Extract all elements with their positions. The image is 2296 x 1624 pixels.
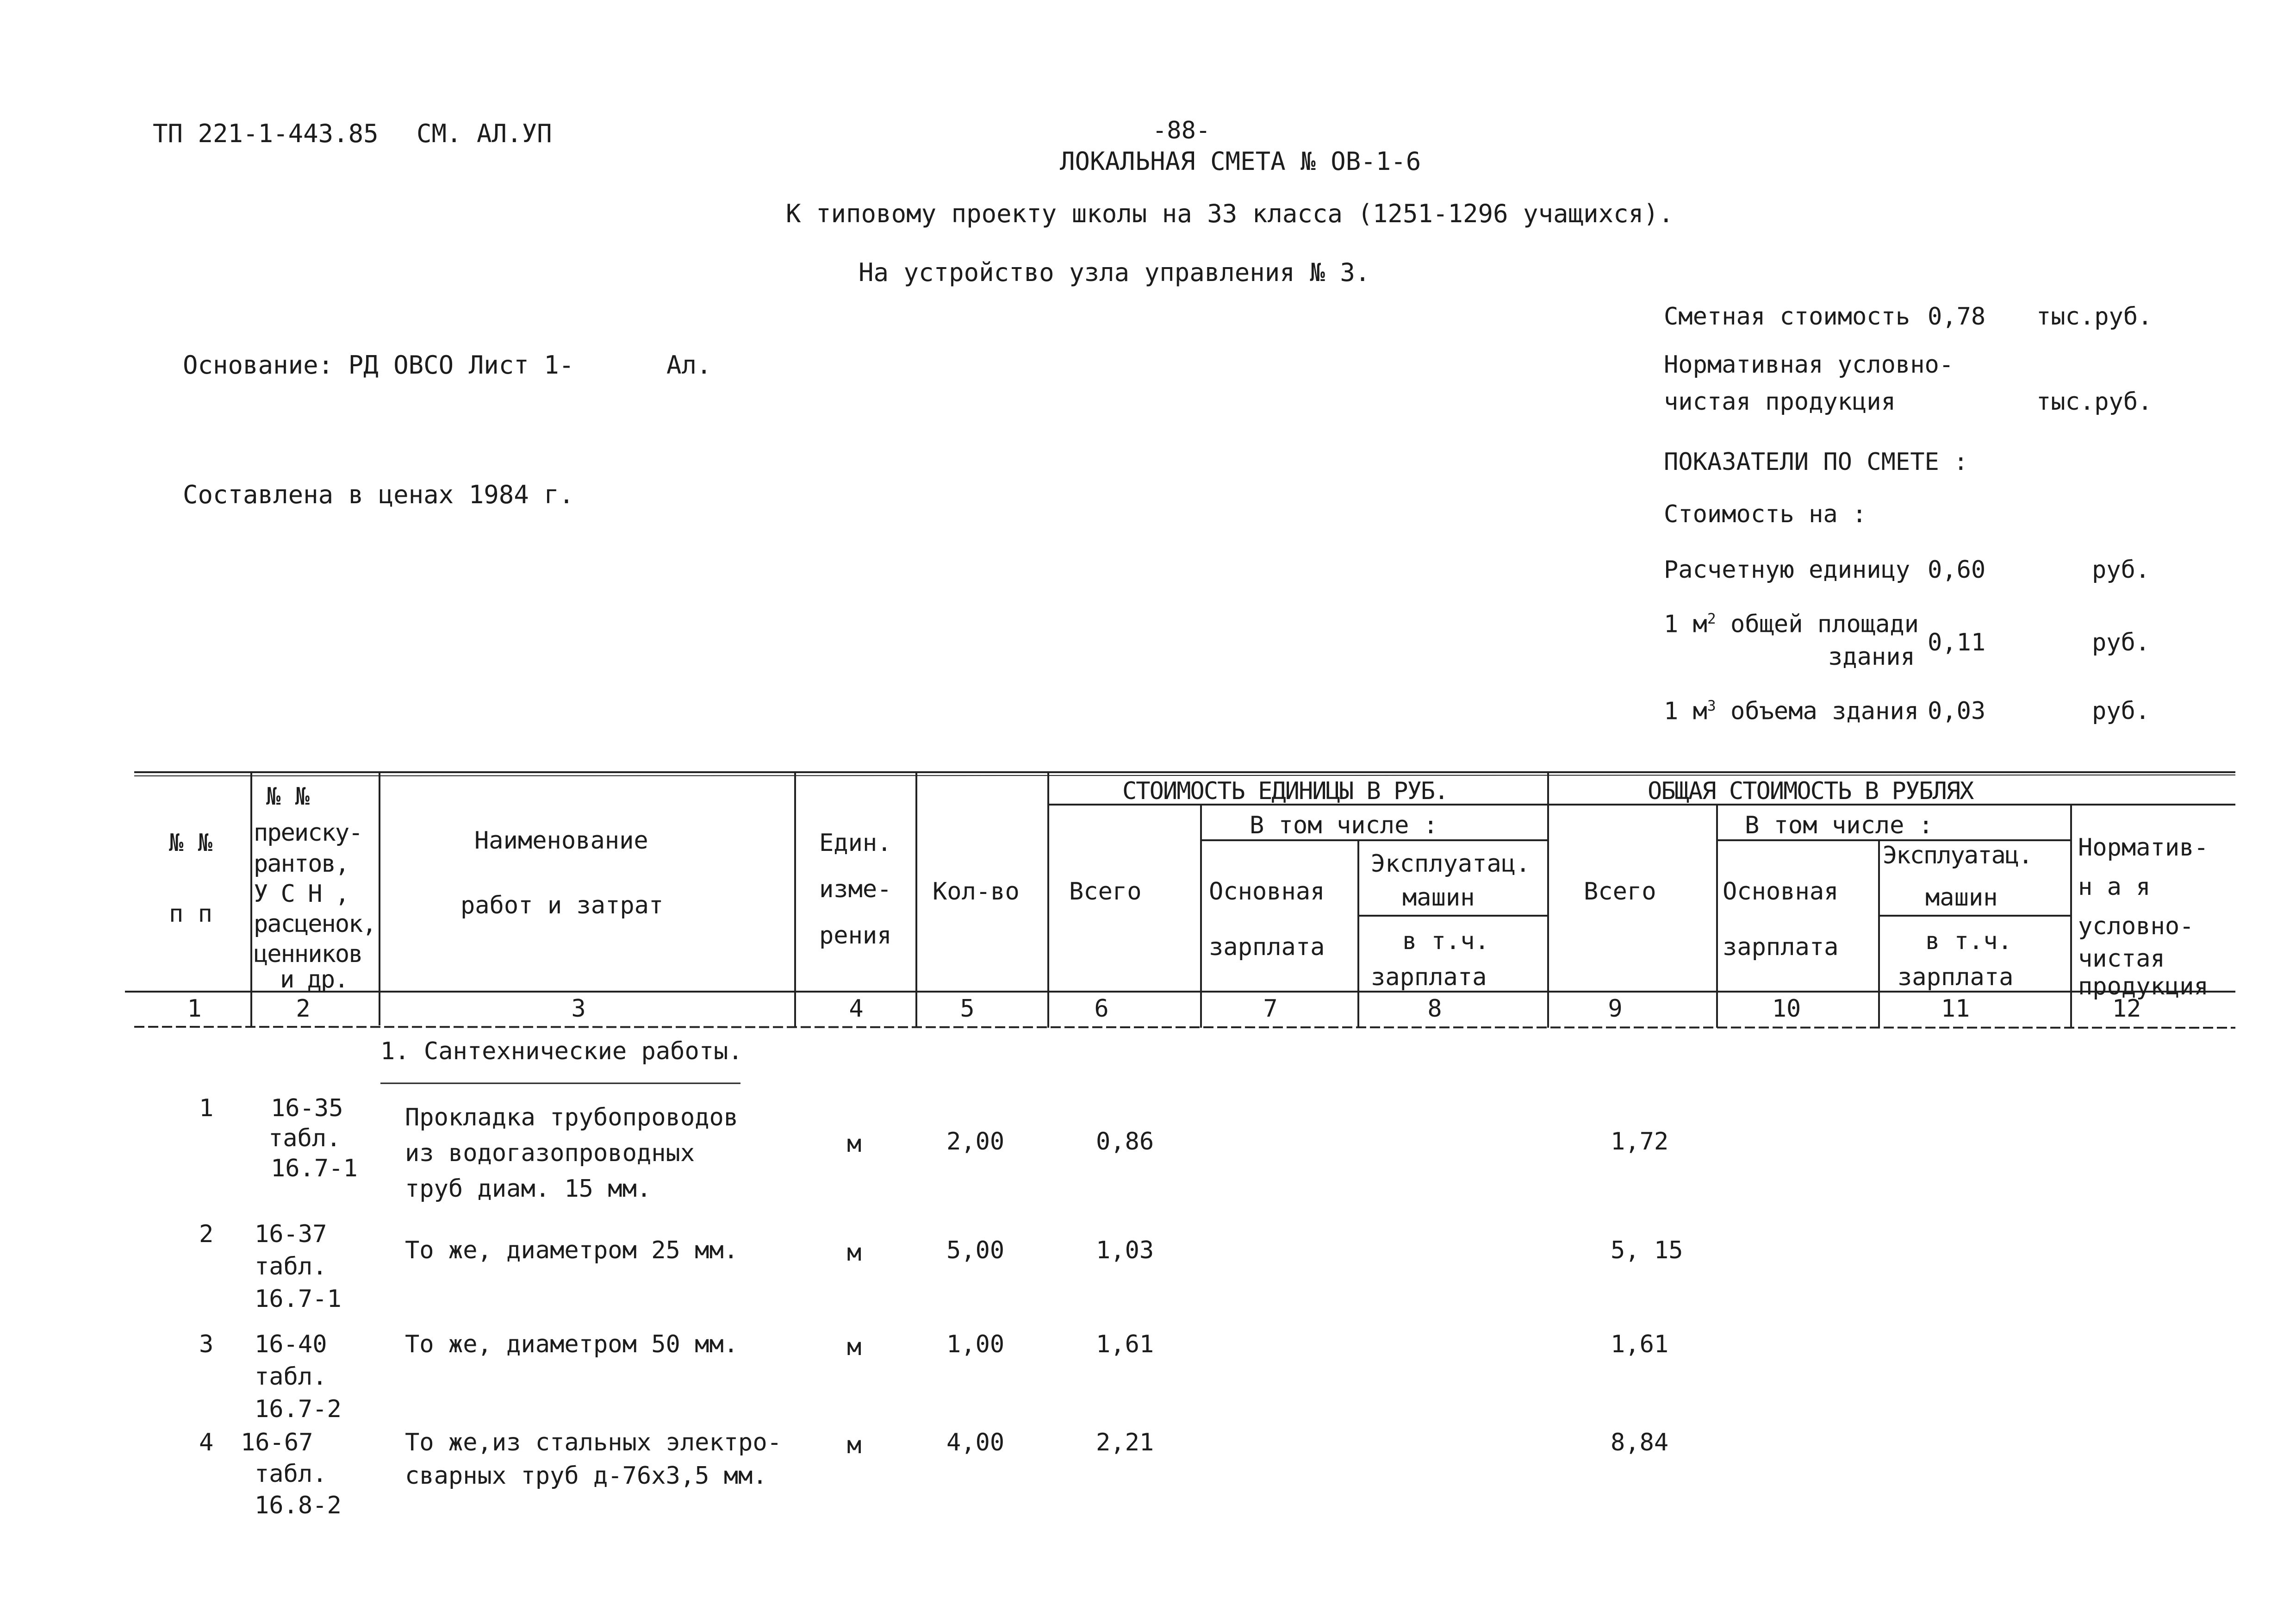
col-header-normative-line4: чистая — [2078, 945, 2165, 973]
col-number-12: 12 — [2112, 995, 2141, 1023]
row-1-total: 1,72 — [1611, 1128, 1669, 1156]
row-1-name-line2: из водогазопроводных — [405, 1139, 695, 1167]
row-1-code-line3: 16.7-1 — [271, 1155, 358, 1182]
col-header-total-mach-line4: зарплата — [1898, 963, 2014, 991]
col-number-8: 8 — [1427, 995, 1442, 1023]
col-number-1: 1 — [187, 995, 202, 1023]
col-header-normative-line3: условно- — [2078, 912, 2194, 940]
document-title: ЛОКАЛЬНАЯ СМЕТА № ОВ-1-6 — [1060, 147, 1421, 176]
col-header-unit-basic-line2: зарплата — [1209, 933, 1325, 961]
col-header-unit-line3: рения — [819, 922, 892, 949]
row-3-number: 3 — [199, 1330, 214, 1358]
basis-suffix: Ал. — [666, 350, 712, 380]
row-2-code-line2: табл. — [255, 1253, 327, 1280]
row-4-qty: 4,00 — [946, 1429, 1005, 1456]
row-2-name-line1: То же, диаметром 25 мм. — [405, 1237, 739, 1264]
col-header-name-line1: Наименование — [474, 827, 648, 855]
col-number-11: 11 — [1941, 995, 1970, 1023]
basis-label: Основание: РД ОВСО Лист 1- — [183, 350, 574, 380]
prices-note: Составлена в ценах 1984 г. — [183, 480, 574, 509]
page-number: -88- — [1152, 117, 1211, 144]
col-header-normative-line2: н а я — [2078, 873, 2151, 901]
per-area-label-building: здания — [1828, 643, 1915, 671]
row-4-unit-price: 2,21 — [1096, 1429, 1154, 1456]
row-1-name-line3: труб диам. 15 мм. — [405, 1175, 652, 1203]
col-header-price-line1: № № — [266, 783, 310, 811]
row-4-number: 4 — [199, 1429, 214, 1456]
row-3-unit-price: 1,61 — [1096, 1330, 1154, 1358]
per-volume-label: 1 $м^3$ объема здания — [1664, 697, 1919, 725]
document-subtitle: К типовому проекту школы на 33 класса (1251-1296 учащихся). — [786, 199, 1674, 228]
row-4-code-line2: табл. — [255, 1460, 327, 1488]
per-volume-value: 0,03 — [1928, 697, 1986, 725]
per-unit-value: 0,60 — [1928, 556, 1986, 584]
row-3-total: 1,61 — [1611, 1330, 1669, 1358]
row-4-code-line3: 16.8-2 — [255, 1492, 342, 1519]
row-3-code-line1: 16-40 — [255, 1330, 327, 1358]
row-1-name-line1: Прокладка трубопроводов — [405, 1104, 739, 1131]
estimated-cost-unit: тыс.руб. — [2036, 303, 2153, 331]
col-header-unit-line1: Един. — [819, 829, 892, 857]
col-number-9: 9 — [1608, 995, 1623, 1023]
col-header-total-basic-line1: Основная — [1723, 878, 1839, 906]
estimated-cost-value: 0,78 — [1928, 303, 1986, 331]
col-header-unit-cost-group: СТОИМОСТЬ ЕДИНИЦЫ В РУБ. — [1122, 777, 1448, 805]
row-2-unit: м — [847, 1239, 862, 1267]
row-4-name-line2: сварных труб д-76х3,5 мм. — [405, 1462, 767, 1490]
col-header-nn-line2: п п — [169, 900, 212, 928]
normative-unit: тыс.руб. — [2036, 388, 2153, 416]
document-purpose: На устройство узла управления № 3. — [859, 258, 1370, 287]
col-header-price-line6: ценников — [254, 940, 362, 968]
per-area-label: 1 $м^2$ общей площади — [1664, 610, 1919, 638]
per-unit-label: Расчетную единицу — [1664, 556, 1910, 584]
col-header-unit-mach-line2: машин — [1402, 884, 1475, 912]
section-title: 1. Сантехнические работы. — [380, 1037, 743, 1065]
col-header-price-line3: рантов, — [254, 850, 349, 878]
normative-label-line1: Нормативная условно- — [1664, 351, 1954, 379]
per-area-value: 0,11 — [1928, 629, 1986, 656]
col-header-price-line5: расценок, — [254, 910, 376, 938]
col-number-10: 10 — [1772, 995, 1801, 1023]
row-3-code-line2: табл. — [255, 1363, 327, 1391]
col-header-name-line2: работ и затрат — [460, 892, 664, 919]
row-4-code-line1: 16-67 — [241, 1429, 313, 1456]
estimated-cost-label: Сметная стоимость — [1664, 303, 1910, 331]
col-header-unit-mach-line1: Эксплуатац. — [1371, 850, 1531, 878]
normative-label-line2: чистая продукция — [1664, 388, 1896, 416]
col-header-nn-line1: № № — [169, 829, 212, 857]
col-number-4: 4 — [849, 995, 864, 1023]
col-number-2: 2 — [296, 995, 311, 1023]
row-2-code-line3: 16.7-1 — [255, 1285, 342, 1313]
col-header-unit-line2: изме- — [819, 875, 892, 903]
col-header-unit-mach-line4: зарплата — [1371, 963, 1487, 991]
row-1-code-line1: 16-35 — [271, 1094, 343, 1122]
per-volume-unit: руб. — [2092, 697, 2150, 725]
row-4-name-line1: То же,из стальных электро- — [405, 1429, 782, 1456]
col-header-total-incl: В том числе : — [1745, 812, 1933, 839]
col-header-total-group: ОБЩАЯ СТОИМОСТЬ В РУБЛЯХ — [1648, 777, 1973, 805]
col-header-normative-line5: продукция — [2078, 973, 2209, 1000]
col-header-price-line2: преиску- — [254, 819, 362, 847]
row-3-name-line1: То же, диаметром 50 мм. — [405, 1330, 739, 1358]
col-header-total-basic-line2: зарплата — [1723, 933, 1839, 961]
col-header-total-all: Всего — [1584, 878, 1656, 906]
row-2-code-line1: 16-37 — [255, 1220, 327, 1248]
col-header-unit-incl: В том числе : — [1250, 812, 1438, 839]
row-2-qty: 5,00 — [946, 1237, 1005, 1264]
row-1-qty: 2,00 — [946, 1128, 1005, 1156]
project-code: ТП 221-1-443.85 — [153, 119, 379, 148]
row-3-unit: м — [847, 1333, 862, 1361]
row-2-number: 2 — [199, 1220, 214, 1248]
row-3-qty: 1,00 — [946, 1330, 1005, 1358]
row-4-total: 8,84 — [1611, 1429, 1669, 1456]
col-header-total-mach-line1: Эксплуатац. — [1883, 842, 2032, 869]
col-number-6: 6 — [1094, 995, 1109, 1023]
col-header-price-line7: и др. — [280, 966, 348, 993]
col-header-normative-line1: Норматив- — [2078, 834, 2209, 862]
indicators-title: ПОКАЗАТЕЛИ ПО СМЕТЕ : — [1664, 448, 1968, 476]
col-header-price-line4: У С Н , — [254, 880, 349, 908]
row-1-number: 1 — [199, 1094, 214, 1122]
col-header-total-mach-line3: в т.ч. — [1925, 927, 2012, 955]
row-2-total: 5, 15 — [1611, 1237, 1683, 1264]
row-1-unit: м — [847, 1130, 862, 1158]
album-reference: СМ. АЛ.УП — [417, 119, 552, 148]
col-header-total-mach-line2: машин — [1925, 884, 1998, 912]
col-number-7: 7 — [1263, 995, 1278, 1023]
row-4-unit: м — [847, 1431, 862, 1459]
row-3-code-line3: 16.7-2 — [255, 1395, 342, 1423]
col-header-unit-basic-line1: Основная — [1209, 878, 1325, 906]
col-header-unit-mach-line3: в т.ч. — [1402, 927, 1489, 955]
row-1-unit-price: 0,86 — [1096, 1128, 1154, 1156]
col-header-qty: Кол-во — [933, 878, 1020, 906]
col-header-unit-all: Всего — [1069, 878, 1142, 906]
per-unit-unit: руб. — [2092, 556, 2150, 584]
col-number-3: 3 — [571, 995, 586, 1023]
cost-per-label: Стоимость на : — [1664, 500, 1867, 528]
row-2-unit-price: 1,03 — [1096, 1237, 1154, 1264]
per-area-unit: руб. — [2092, 629, 2150, 656]
col-number-5: 5 — [960, 995, 975, 1023]
row-1-code-line2: табл. — [268, 1124, 341, 1152]
